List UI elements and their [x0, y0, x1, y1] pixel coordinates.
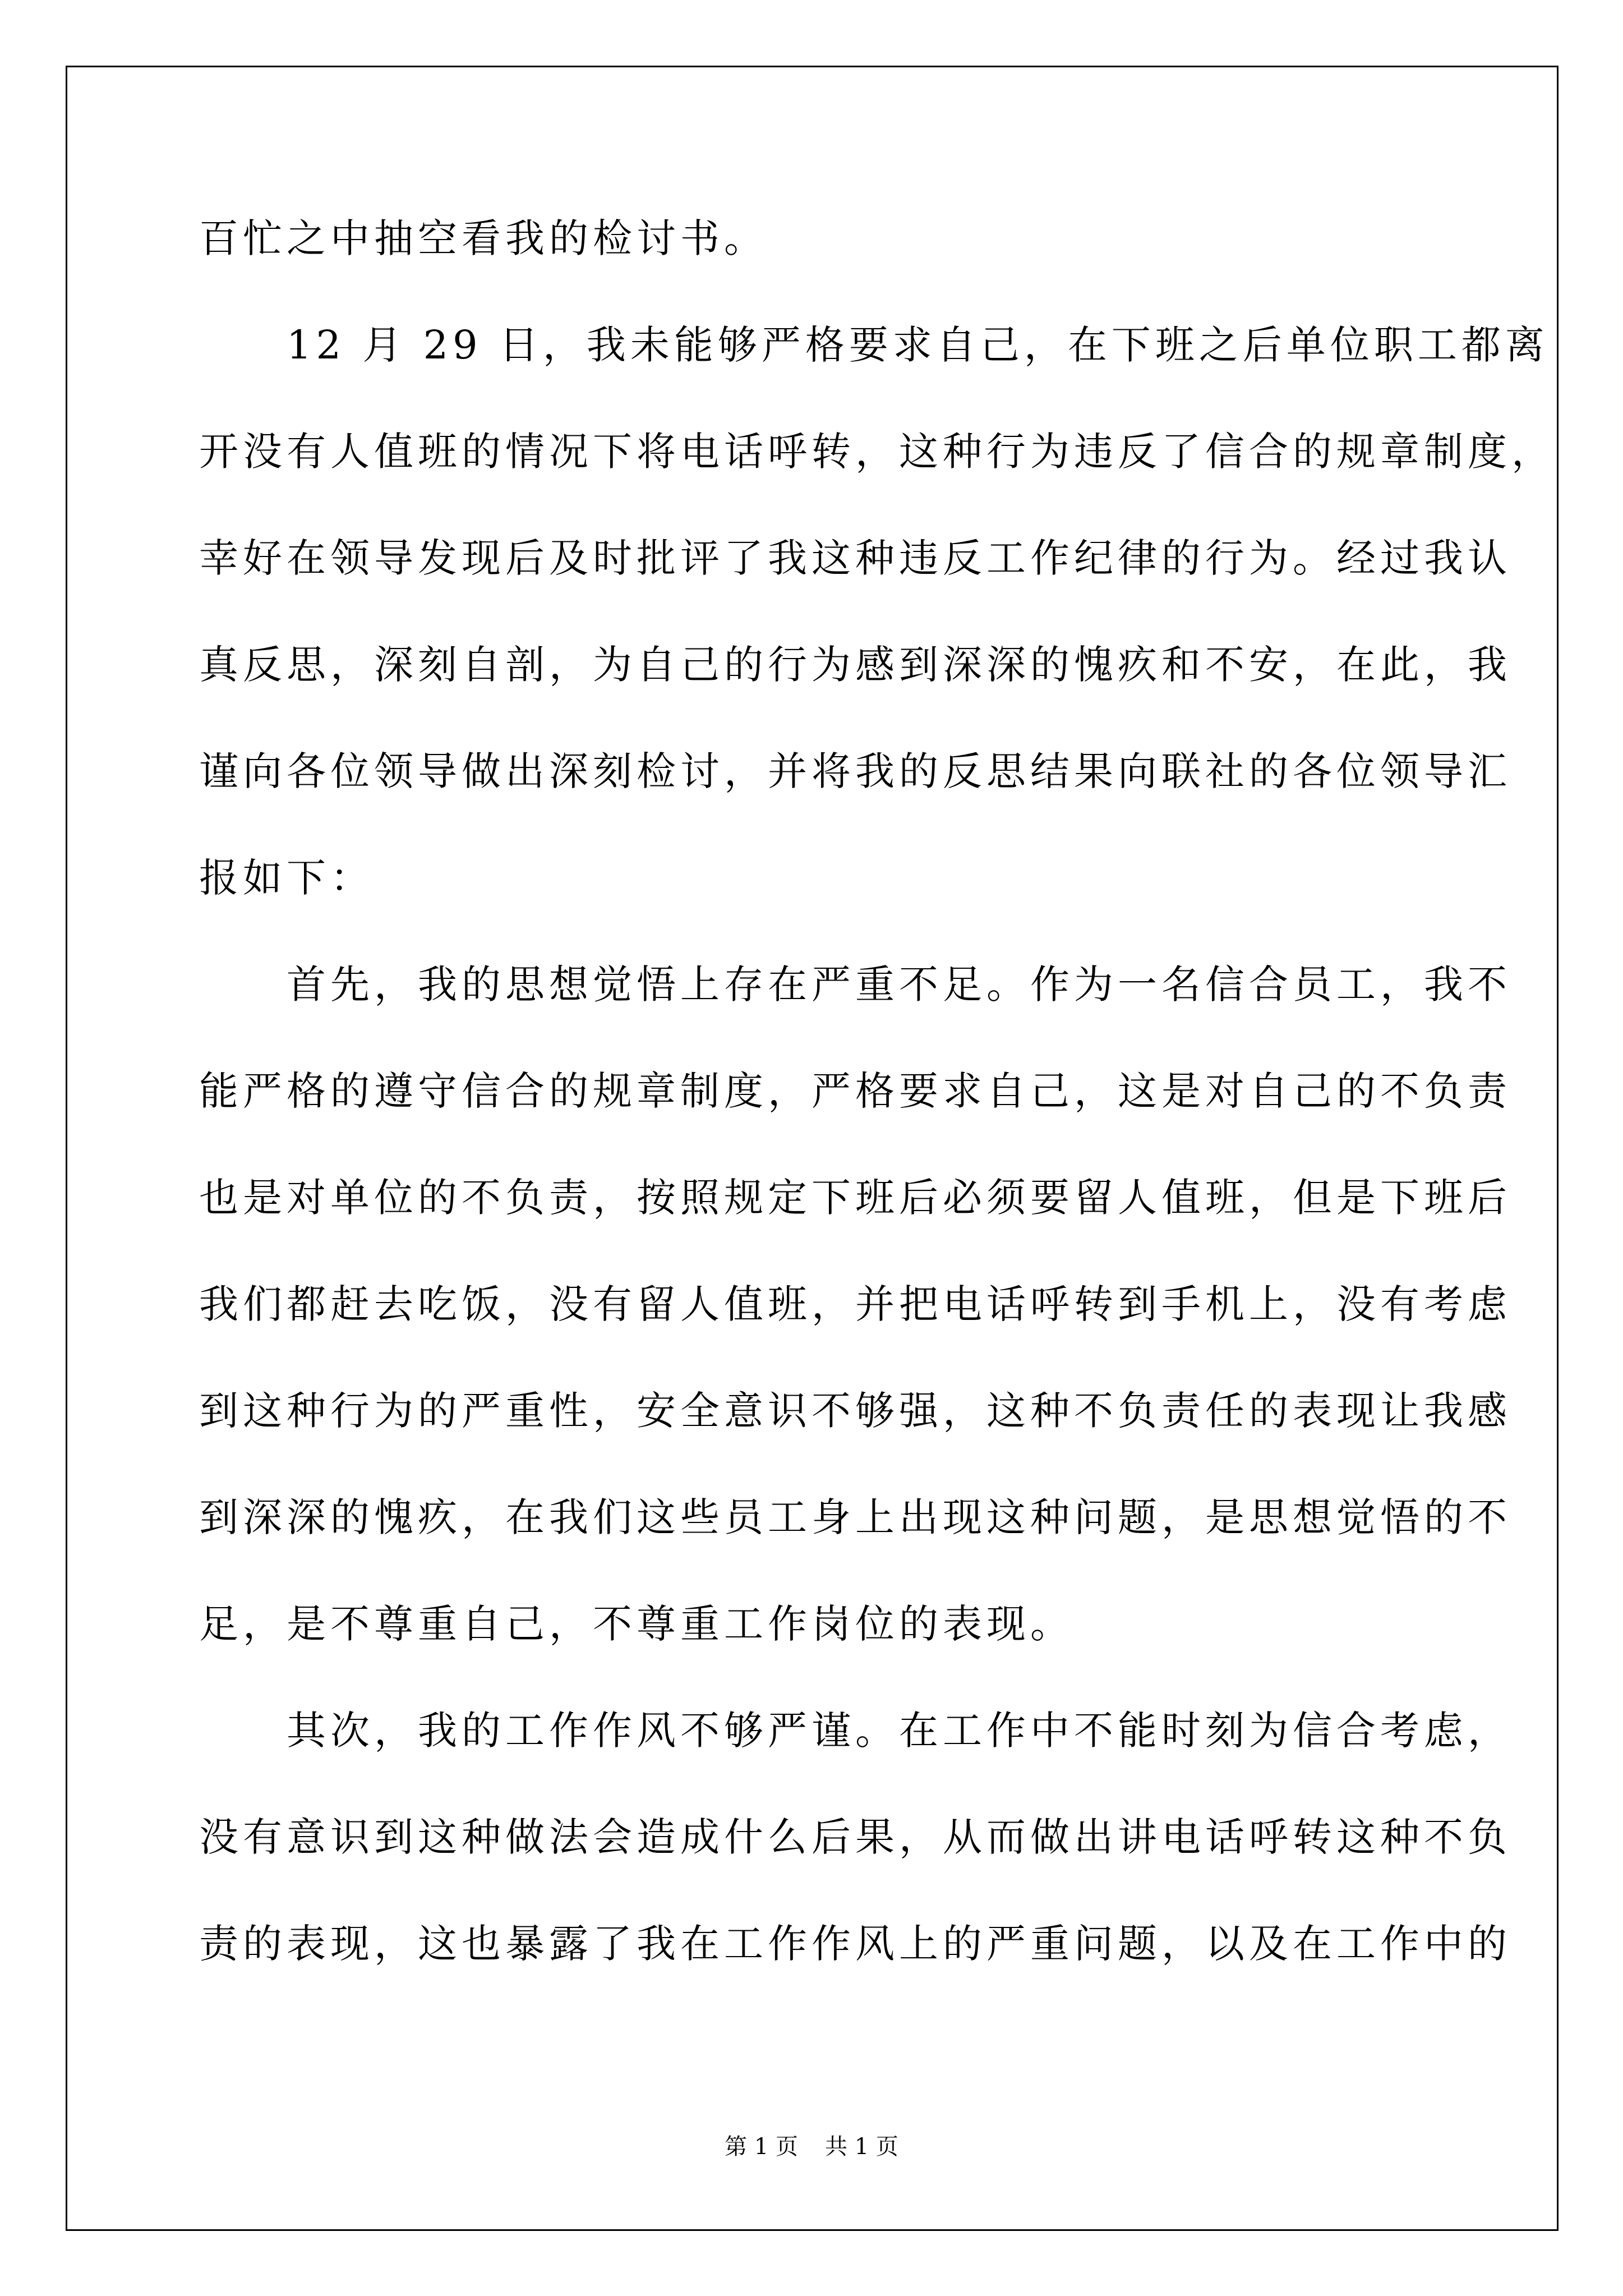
text-line: 足，是不尊重自己，不尊重工作岗位的表现。: [199, 1601, 1074, 1647]
text-line: 12 月 29 日，我未能够严格要求自己，在下班之后单位职工都离: [199, 322, 1549, 368]
page-border: [66, 66, 1559, 2231]
text-line: 到这种行为的严重性，安全意识不够强，这种不负责任的表现让我感: [199, 1388, 1511, 1434]
text-line: 真反思，深刻自剖，为自己的行为感到深深的愧疚和不安，在此，我: [199, 642, 1511, 688]
text-line: 谨向各位领导做出深刻检讨，并将我的反思结果向联社的各位领导汇: [199, 748, 1511, 794]
text-line: 能严格的遵守信合的规章制度，严格要求自己，这是对自己的不负责: [199, 1068, 1511, 1114]
page-number-total: 共 1 页: [825, 2134, 898, 2160]
text-line: 开没有人值班的情况下将电话呼转，这种行为违反了信合的规章制度，: [199, 429, 1555, 475]
page-footer: [0, 2133, 1623, 2161]
text-line: 没有意识到这种做法会造成什么后果，从而做出讲电话呼转这种不负: [199, 1814, 1511, 1860]
page-number-current: 第 1 页: [725, 2134, 798, 2160]
text-line: 也是对单位的不负责，按照规定下班后必须要留人值班，但是下班后: [199, 1175, 1511, 1221]
text-line: 百忙之中抽空看我的检讨书。: [199, 215, 768, 261]
text-line: 报如下：: [199, 855, 374, 901]
text-line: 我们都赶去吃饭，没有留人值班，并把电话呼转到手机上，没有考虑: [199, 1281, 1511, 1327]
text-line: 幸好在领导发现后及时批评了我这种违反工作纪律的行为。经过我认: [199, 535, 1511, 581]
text-line: 其次，我的工作作风不够严谨。在工作中不能时刻为信合考虑，: [199, 1708, 1511, 1754]
text-line: 首先，我的思想觉悟上存在严重不足。作为一名信合员工，我不: [199, 961, 1511, 1007]
text-line: 到深深的愧疚，在我们这些员工身上出现这种问题，是思想觉悟的不: [199, 1494, 1511, 1540]
text-line: 责的表现，这也暴露了我在工作作风上的严重问题，以及在工作中的: [199, 1921, 1511, 1967]
